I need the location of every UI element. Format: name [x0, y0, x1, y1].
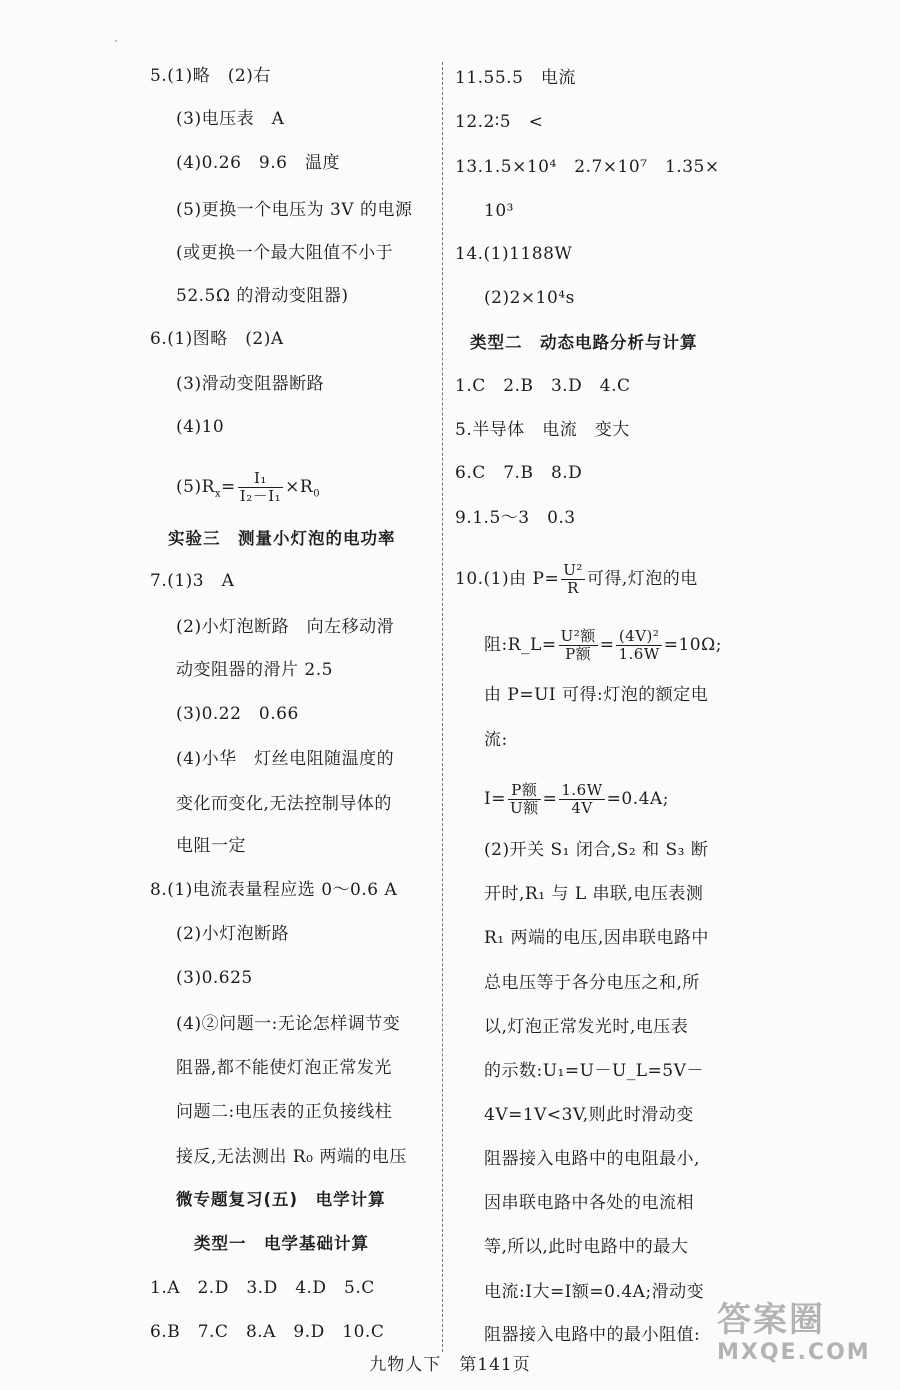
answer-line: 接反,无法测出 R₀ 两端的电压 [176, 1147, 407, 1167]
answer-line: 电阻一定 [176, 836, 246, 856]
section-heading: 微专题复习(五) 电学计算 [176, 1190, 386, 1209]
answer-line: 1.C 2.B 3.D 4.C [455, 376, 631, 396]
answer-line: 9.1.5～3 0.3 [455, 508, 576, 528]
answer-line: 12.2∶5 < [455, 112, 544, 132]
fraction: $\frac{\text{I₁}}{\text{I₂－I₁}}$ [239, 469, 282, 505]
answer-line: (2)小灯泡断路 向左移动滑 [176, 617, 395, 637]
answer-line: 阻器接入电路中的电阻最小, [484, 1149, 700, 1169]
answer-line: 6.C 7.B 8.D [455, 463, 583, 483]
answer-line: (4)0.26 9.6 温度 [176, 153, 340, 173]
answer-line: (3)电压表 A [176, 109, 285, 129]
answer-line: (2)2×10⁴s [484, 288, 575, 308]
answer-line: (或更换一个最大阻值不小于 [176, 243, 394, 263]
watermark-logo [717, 1300, 892, 1380]
answer-line: (4)小华 灯丝电阻随温度的 [176, 749, 395, 769]
answer-line: 14.(1)1188W [455, 244, 573, 264]
fraction: $\frac{\text{(4V)²}}{1.6W}$ [618, 627, 660, 663]
answer-line: 等,所以,此时电路中的最大 [484, 1237, 689, 1257]
answer-line: (4)②问题一:无论怎样调节变 [176, 1014, 401, 1034]
answer-line: 8.(1)电流表量程应选 0～0.6 A [150, 880, 398, 900]
answer-line: 6.(1)图略 (2)A [150, 329, 284, 349]
answer-line: 5.半导体 电流 变大 [455, 420, 630, 440]
page-footer: 九物人下 第141页 [369, 1355, 531, 1375]
fraction: $\frac{\text{U²}}{R}$ [563, 561, 583, 597]
section-heading: 实验三 测量小灯泡的电功率 [168, 529, 396, 548]
answer-line: 以,灯泡正常发光时,电压表 [484, 1017, 689, 1037]
answer-line: 动变阻器的滑片 2.5 [176, 660, 333, 680]
answer-line: 开时,R₁ 与 L 串联,电压表测 [484, 884, 704, 904]
answer-line: (5)更换一个电压为 3V 的电源 [176, 200, 413, 220]
answer-line: R₁ 两端的电压,因串联电路中 [484, 928, 709, 948]
scan-dot [115, 40, 117, 42]
fraction: $\frac{1.6W}{4V}$ [561, 781, 603, 817]
fraction: $\frac{\text{U²额}}{\text{P额}}$ [560, 627, 596, 663]
answer-line: 阻器,都不能使灯泡正常发光 [176, 1058, 392, 1078]
formula-rx: $(5)R_x=$ $\frac{\text{I₁}}{\text{I₂－I₁}}$ $\times R_0$ [176, 469, 321, 505]
answer-line: (4)10 [176, 417, 225, 437]
section-heading: 类型二 动态电路分析与计算 [470, 333, 698, 352]
watermark-url: MXQE.COM [717, 1340, 871, 1365]
fraction: $\frac{\text{P额}}{\text{U额}}$ [509, 781, 539, 817]
formula-current: I= $\frac{\text{P额}}{\text{U额}}$ = $\frac{1.6W}{4V}$ =0.4A; [484, 781, 669, 817]
answer-line: (2)开关 S₁ 闭合,S₂ 和 S₃ 断 [484, 840, 709, 860]
formula-resistance: 阻:R_L= $\frac{\text{U²额}}{\text{P额}}$ = $\frac{\text{(4V)²}}{1.6W}$ =10Ω; [484, 627, 722, 663]
answer-line: 10³ [484, 201, 514, 221]
answer-line: 11.55.5 电流 [455, 68, 576, 88]
answer-line: 电流:I大=I额=0.4A;滑动变 [484, 1282, 705, 1302]
answer-line: (3)滑动变阻器断路 [176, 374, 325, 394]
answer-line: 流: [484, 730, 508, 750]
answer-line: 由 P=UI 可得:灯泡的额定电 [484, 685, 709, 705]
watermark-title: 答案圈 [717, 1300, 825, 1340]
answer-line: 52.5Ω 的滑动变阻器) [176, 286, 349, 306]
answer-line: 因串联电路中各处的电流相 [484, 1193, 694, 1213]
answer-line: (3)0.22 0.66 [176, 704, 299, 724]
answer-line: (2)小灯泡断路 [176, 924, 290, 944]
answer-line: 总电压等于各分电压之和,所 [484, 973, 700, 993]
answer-line: 1.A 2.D 3.D 4.D 5.C [150, 1278, 375, 1298]
answer-line: 的示数:U₁=U－U_L=5V－ [484, 1061, 704, 1081]
column-divider [442, 62, 443, 1352]
answer-line: 4V=1V<3V,则此时滑动变 [484, 1105, 694, 1125]
section-heading: 类型一 电学基础计算 [194, 1234, 369, 1253]
answer-line: 问题二:电压表的正负接线柱 [176, 1102, 393, 1122]
answer-line: 变化而变化,无法控制导体的 [176, 794, 392, 814]
answer-line: (3)0.625 [176, 968, 253, 988]
answer-line: 5.(1)略 (2)右 [150, 66, 271, 86]
answer-line: 6.B 7.C 8.A 9.D 10.C [150, 1322, 385, 1342]
answer-line: 阻器接入电路中的最小阻值: [484, 1325, 701, 1345]
answer-line: 13.1.5×10⁴ 2.7×10⁷ 1.35× [455, 157, 720, 177]
answer-line: 7.(1)3 A [150, 571, 235, 591]
formula-power: 10.(1)由 P= $\frac{\text{U²}}{R}$ 可得,灯泡的电 [455, 561, 698, 597]
